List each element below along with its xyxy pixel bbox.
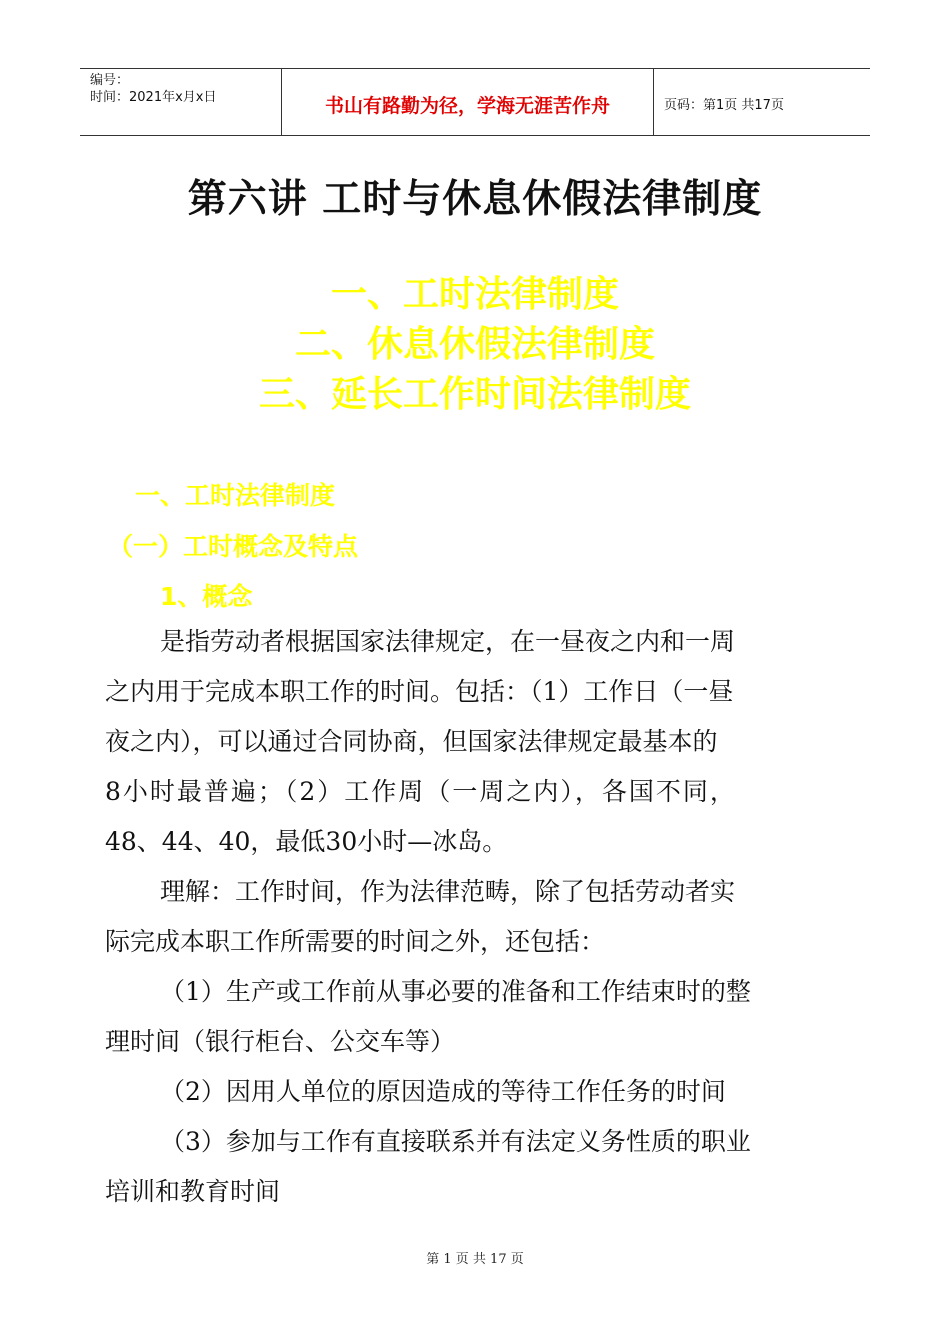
paragraph-line: 培训和教育时间 bbox=[105, 1177, 281, 1206]
paragraph-line: 夜之内），可以通过合同协商，但国家法律规定最基本的 bbox=[105, 727, 718, 756]
header-meta bbox=[80, 69, 282, 135]
subsection-heading: （一）工时概念及特点 bbox=[108, 532, 359, 561]
paragraph-line: 理时间（银行柜台、公交车等） bbox=[105, 1027, 456, 1056]
toc-item-2: 二、休息休假法律制度 bbox=[294, 324, 655, 365]
paragraph-line: 理解：工作时间，作为法律范畴，除了包括劳动者实 bbox=[160, 877, 736, 906]
paragraph-line: 8小时最普遍；（2）工作周（一周之内），各国不同， bbox=[105, 777, 737, 806]
paragraph-line: （2）因用人单位的原因造成的等待工作任务的时间 bbox=[160, 1077, 726, 1106]
paragraph-line: 48、44、40，最低30小时—冰岛。 bbox=[105, 827, 508, 856]
toc-item-1: 一、工时法律制度 bbox=[330, 274, 619, 315]
header-motto: 书山有路勤为径，学海无涯苦作舟 bbox=[282, 69, 654, 135]
time-label: 时间：2021年x月x日 bbox=[90, 90, 217, 105]
page-footer: 第 1 页 共 17 页 bbox=[426, 1252, 524, 1267]
toc-item-3: 三、延长工作时间法律制度 bbox=[258, 374, 691, 415]
number-label: 编号： bbox=[90, 73, 130, 88]
paragraph-line: 之内用于完成本职工作的时间。包括：（1）工作日（一昼 bbox=[105, 677, 734, 706]
paragraph-line: （3）参加与工作有直接联系并有法定义务性质的职业 bbox=[160, 1127, 751, 1156]
paragraph-line: 际完成本职工作所需要的时间之外，还包括： bbox=[105, 927, 606, 956]
section-heading: 一、工时法律制度 bbox=[135, 481, 336, 510]
paragraph-line: 是指劳动者根据国家法律规定，在一昼夜之内和一周 bbox=[160, 627, 736, 656]
header-table bbox=[80, 68, 870, 136]
paragraph-line: （1）生产或工作前从事必要的准备和工作结束时的整 bbox=[160, 977, 751, 1006]
document-title: 第六讲 工时与休息休假法律制度 bbox=[187, 177, 763, 222]
header-page-info: 页码：第1页 共17页 bbox=[664, 97, 784, 113]
item-heading: 1、概念 bbox=[160, 582, 253, 611]
